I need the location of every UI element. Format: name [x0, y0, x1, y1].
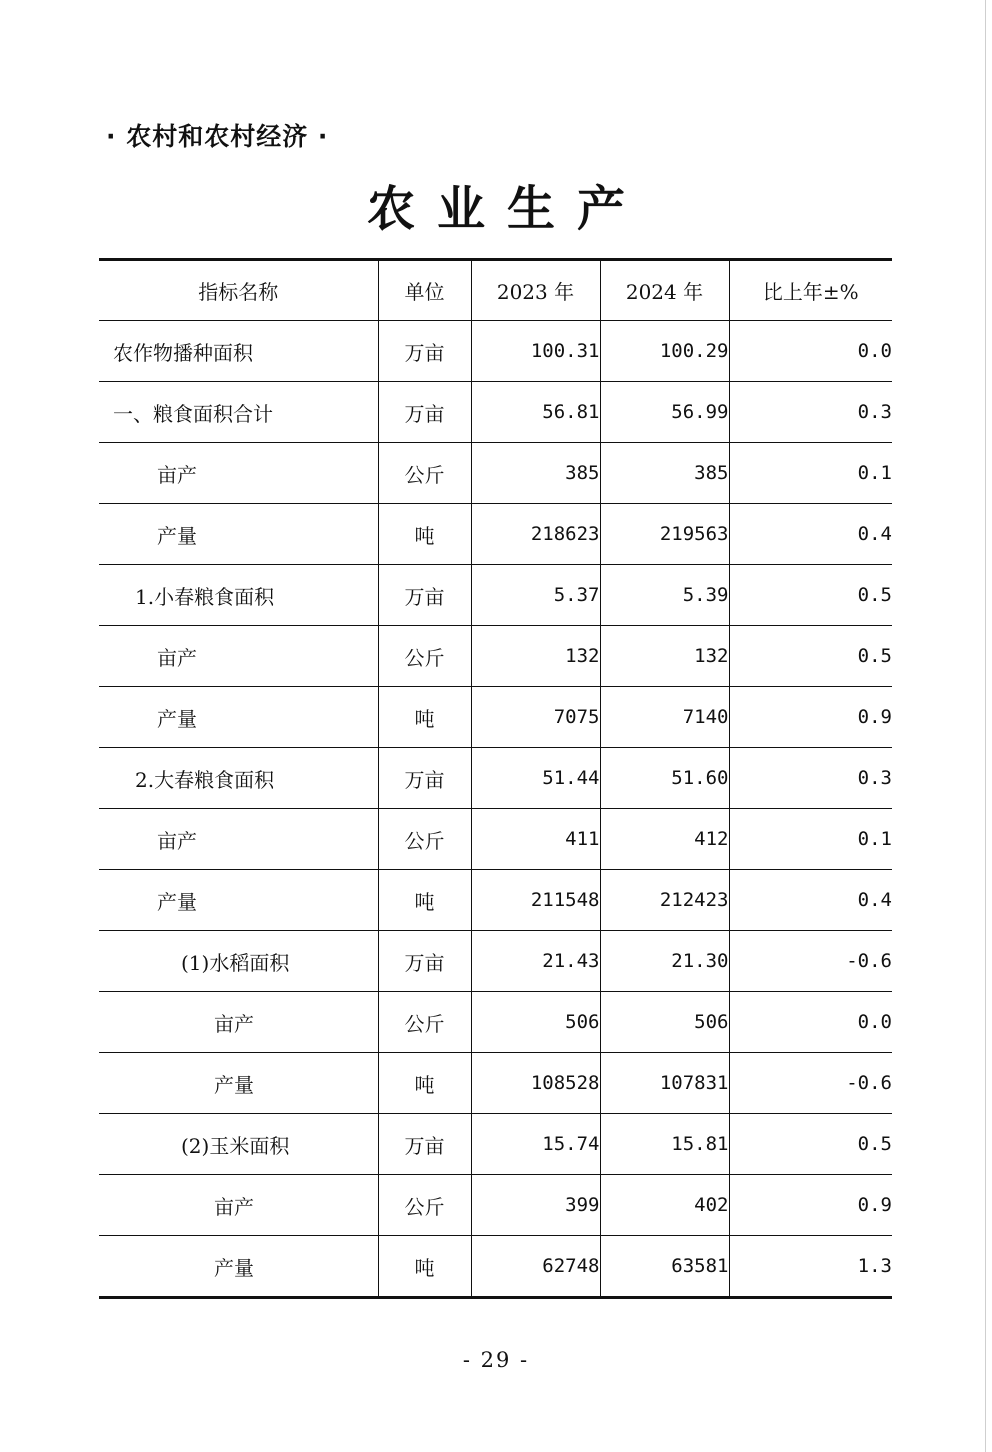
table-row [99, 809, 892, 870]
value-2023-cell: 62748 [471, 1236, 600, 1298]
table-header-row [99, 260, 892, 321]
value-2024-cell: 100.29 [600, 321, 729, 382]
page-title: 农业生产 [366, 181, 647, 237]
value-2023-cell: 132 [471, 626, 600, 687]
unit-cell: 吨 [378, 687, 471, 748]
value-2023-cell: 385 [471, 443, 600, 504]
unit-cell: 公斤 [378, 1175, 471, 1236]
unit-cell: 万亩 [378, 748, 471, 809]
indicator-name-cell: (2)玉米面积 [99, 1114, 378, 1175]
change-percent-cell: -0.6 [729, 931, 892, 992]
table-row [99, 870, 892, 931]
value-2024-cell: 385 [600, 443, 729, 504]
indicator-name-cell: 农作物播种面积 [99, 321, 378, 382]
value-2023-cell: 411 [471, 809, 600, 870]
value-2023-cell: 21.43 [471, 931, 600, 992]
indicator-name-cell: 亩产 [99, 443, 378, 504]
page-number: - 29 - [462, 1348, 530, 1372]
indicator-name-cell: 亩产 [99, 1175, 378, 1236]
value-2024-cell: 15.81 [600, 1114, 729, 1175]
value-2023-cell: 5.37 [471, 565, 600, 626]
unit-cell: 吨 [378, 504, 471, 565]
table-body [99, 321, 892, 1298]
table-row [99, 443, 892, 504]
value-2023-cell: 100.31 [471, 321, 600, 382]
value-2023-cell: 211548 [471, 870, 600, 931]
indicator-name-cell: 亩产 [99, 992, 378, 1053]
indicator-name-cell: 产量 [99, 1053, 378, 1114]
agriculture-production-table [99, 258, 892, 1299]
column-header-2023: 2023 年 [471, 260, 600, 321]
column-header-change: 比上年±% [729, 260, 892, 321]
change-percent-cell: 0.5 [729, 1114, 892, 1175]
unit-cell: 吨 [378, 1236, 471, 1298]
unit-cell: 万亩 [378, 382, 471, 443]
table-row [99, 1236, 892, 1298]
change-percent-cell: 0.3 [729, 382, 892, 443]
value-2024-cell: 21.30 [600, 931, 729, 992]
table-row [99, 931, 892, 992]
change-percent-cell: 0.0 [729, 992, 892, 1053]
value-2024-cell: 51.60 [600, 748, 729, 809]
value-2024-cell: 132 [600, 626, 729, 687]
value-2024-cell: 219563 [600, 504, 729, 565]
table-row [99, 504, 892, 565]
unit-cell: 万亩 [378, 321, 471, 382]
value-2024-cell: 7140 [600, 687, 729, 748]
value-2023-cell: 51.44 [471, 748, 600, 809]
value-2023-cell: 7075 [471, 687, 600, 748]
indicator-name-cell: 亩产 [99, 809, 378, 870]
value-2024-cell: 107831 [600, 1053, 729, 1114]
change-percent-cell: 0.9 [729, 1175, 892, 1236]
change-percent-cell: 0.1 [729, 443, 892, 504]
column-header-2024: 2024 年 [600, 260, 729, 321]
column-header-unit: 单位 [378, 260, 471, 321]
unit-cell: 吨 [378, 870, 471, 931]
value-2024-cell: 212423 [600, 870, 729, 931]
value-2024-cell: 506 [600, 992, 729, 1053]
value-2024-cell: 5.39 [600, 565, 729, 626]
value-2023-cell: 218623 [471, 504, 600, 565]
indicator-name-cell: (1)水稻面积 [99, 931, 378, 992]
table-row [99, 382, 892, 443]
indicator-name-cell: 亩产 [99, 626, 378, 687]
table-row [99, 321, 892, 382]
indicator-name-cell: 产量 [214, 1255, 254, 1280]
table-row [99, 992, 892, 1053]
value-2023-cell: 15.74 [471, 1114, 600, 1175]
table-row [99, 565, 892, 626]
change-percent-cell: 0.4 [729, 504, 892, 565]
value-2023-cell: 56.81 [471, 382, 600, 443]
indicator-name-cell: 产量 [99, 870, 378, 931]
table-row [99, 748, 892, 809]
table-row [99, 1175, 892, 1236]
unit-cell: 公斤 [378, 809, 471, 870]
change-percent-cell: -0.6 [729, 1053, 892, 1114]
value-2024-cell: 63581 [600, 1236, 729, 1298]
indicator-name-cell: 2.大春粮食面积 [99, 748, 378, 809]
unit-cell: 公斤 [378, 992, 471, 1053]
value-2024-cell: 412 [600, 809, 729, 870]
column-header-indicator: 指标名称 [99, 260, 378, 321]
change-percent-cell: 0.5 [729, 626, 892, 687]
value-2023-cell: 399 [471, 1175, 600, 1236]
value-2023-cell: 108528 [471, 1053, 600, 1114]
unit-cell: 万亩 [378, 1114, 471, 1175]
change-percent-cell: 0.3 [729, 748, 892, 809]
indicator-name-cell: 1.小春粮食面积 [99, 565, 378, 626]
value-2023-cell: 506 [471, 992, 600, 1053]
value-2024-cell: 402 [600, 1175, 729, 1236]
unit-cell: 万亩 [378, 931, 471, 992]
table-row [99, 626, 892, 687]
table-row [99, 1114, 892, 1175]
indicator-name-cell: 一、粮食面积合计 [99, 382, 378, 443]
change-percent-cell: 0.9 [729, 687, 892, 748]
table-row [99, 1053, 892, 1114]
unit-cell: 公斤 [378, 626, 471, 687]
value-2024-cell: 56.99 [600, 382, 729, 443]
change-percent-cell: 0.4 [729, 870, 892, 931]
change-percent-cell: 1.3 [729, 1236, 892, 1298]
change-percent-cell: 0.5 [729, 565, 892, 626]
indicator-name-cell: 产量 [99, 687, 378, 748]
unit-cell: 吨 [378, 1053, 471, 1114]
indicator-name-cell: 产量 [99, 504, 378, 565]
change-percent-cell: 0.0 [729, 321, 892, 382]
unit-cell: 万亩 [378, 565, 471, 626]
table-row [99, 687, 892, 748]
change-percent-cell: 0.1 [729, 809, 892, 870]
section-header: · 农村和农村经济 · [106, 122, 329, 151]
unit-cell: 公斤 [378, 443, 471, 504]
